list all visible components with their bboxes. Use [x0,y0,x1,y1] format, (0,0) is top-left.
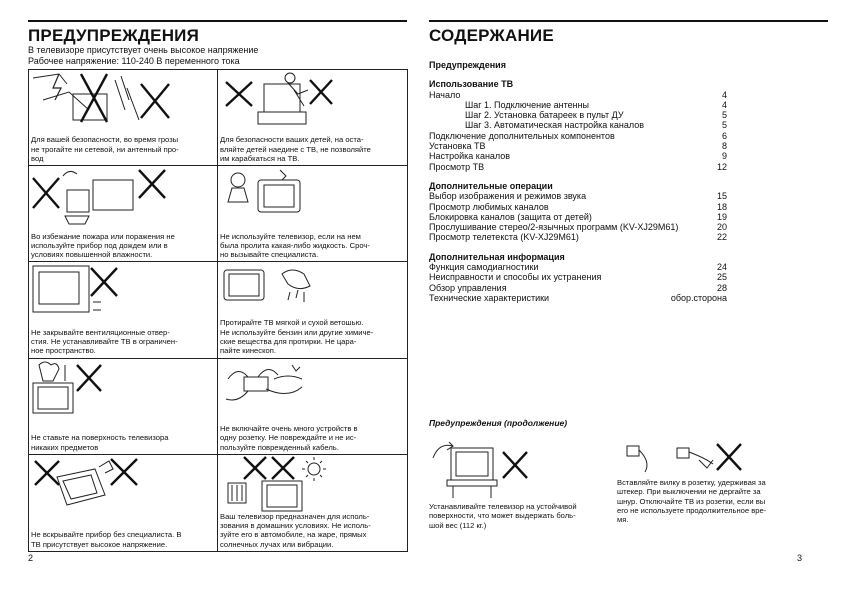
toc-entry-title: Блокировка каналов (защита от детей) [429,211,592,222]
warning-text [220,424,403,452]
warning-text [220,512,403,549]
toc-entry-title: Технические характеристики [429,292,550,303]
toc-entry-page: 4 [721,99,727,110]
toc-entry[interactable] [429,151,727,161]
warning-text [31,135,213,163]
continued-warnings-title: Предупреждения (продолжение) [429,418,568,428]
text-line: Не включайте очень много устройств в [220,423,358,433]
toc-entry[interactable] [429,212,727,222]
right-page [421,0,842,595]
text-line: ТВ присутствует высокое напряжение. [31,539,168,549]
text-line: Устанавливайте телевизор на устойчивой [429,502,577,511]
tv-in-cabinet-icon [29,262,217,322]
toc-section-heading: Дополнительные операции [429,180,553,191]
text-line: но вызывайте специалиста. [220,250,319,260]
toc-entry-title: Шаг 3. Автоматическая настройка каналов [465,120,645,131]
stable-surface-warning [429,502,577,530]
toc-entry-page: 18 [716,201,727,212]
page-title: СОДЕРЖАНИЕ [429,26,554,45]
toc-entry-page: 20 [716,222,727,233]
top-rule [429,20,828,22]
lightning-antenna-icon [29,70,217,130]
warning-text [220,232,403,260]
toc-entry-page: 24 [716,262,727,273]
table-of-contents [429,60,727,303]
toc-entry-title: Функция самодиагностики [429,262,539,273]
toc-entry-title: Начало [429,89,461,100]
child-climbing-tv-icon [218,70,406,130]
text-line: Для вашей безопасности, во время грозы [31,135,179,145]
page-number: 2 [28,553,34,563]
text-line: условиях повышенной влажности. [31,250,153,260]
intro-line: В телевизоре присутствует очень высокое напряжение [28,45,259,55]
warning-text [220,318,403,355]
toc-entry-page: 25 [716,272,727,283]
toc-entry-page: 12 [716,161,727,172]
toc-entry-page: 15 [716,191,727,202]
text-line: Не используйте бензин или другие химиче- [220,327,374,337]
text-line: Во избежание пожара или поражения не [31,231,175,241]
toc-entry[interactable] [429,110,727,120]
warning-text [31,530,213,549]
warning-text [31,328,213,356]
page-number: 3 [796,553,802,563]
toc-section-heading: Дополнительная информация [429,251,565,262]
text-line: Ваш телевизор предназначен для исполь- [220,511,370,521]
text-line: Протирайте ТВ мягкой и сухой ветошью. [220,318,364,328]
text-line: Для безопасности ваших детей, на оста- [220,135,364,145]
toc-entry-page: 28 [716,282,727,293]
text-line: его не используете продолжительное вре- [617,505,767,515]
warning-cell [29,359,218,455]
text-line: Не вскрывайте прибор без специалиста. В [31,530,182,540]
warning-text [31,232,213,260]
text-line: была пролита какая-либо жидкость. Сроч- [220,240,370,250]
toc-entry[interactable] [429,90,727,100]
toc-entry[interactable] [429,293,727,303]
toc-entry-title: Просмотр телетекста (KV-XJ29M61) [429,232,579,243]
warning-cell [218,166,407,262]
toc-entry[interactable] [429,202,727,212]
toc-entry[interactable] [429,100,727,110]
liquid-spill-icon [218,166,406,226]
toc-entry-title: Шаг 2. Установка батареек в пульт ДУ [465,110,624,121]
toc-entry-page: 4 [721,89,727,100]
toc-entry-title: Настройка каналов [429,151,511,162]
text-line: шой вес (112 кг.) [429,520,487,530]
toc-entry-page: 22 [716,232,727,243]
toc-entry[interactable] [429,272,727,282]
text-line: одну розетку. Не повреждайте и не ис- [220,433,357,443]
toc-entry-title: Неисправности и способы их устранения [429,272,602,283]
toc-entry-page: обор.сторона [670,292,727,303]
text-line: не трогайте ни сетевой, ни антенный про- [31,144,179,154]
text-line: зования в домашних условиях. Не исполь- [220,521,371,531]
warning-grid [28,69,408,552]
text-line: вляйте детей наедине с ТВ, не позволяйте [220,144,371,154]
warning-cell [29,70,218,166]
text-line: используйте прибор под дождем или в [31,240,168,250]
text-line: никаких предметов [31,442,99,452]
toc-entry-page: 5 [721,110,727,121]
text-line: ские вещества для протирки. Не цара- [220,337,357,346]
overloaded-socket-icon [218,359,406,419]
text-line: Не используйте телевизор, если на нем [220,231,361,241]
toc-entry-page: 9 [721,151,727,162]
toc-entry[interactable] [429,262,727,272]
heat-sun-icon [218,455,406,515]
intro-text [28,45,258,67]
text-line: Вставляйте вилку в розетку, удерживая за [617,478,766,487]
toc-entry-page: 8 [721,141,727,152]
text-line: мя. [617,515,629,525]
toc-entry[interactable] [429,191,727,201]
page-title: ПРЕДУПРЕЖДЕНИЯ [28,26,200,45]
text-line: солнечных лучах или вибрации. [220,539,334,549]
toc-top-entry[interactable]: Предупреждения [429,60,506,70]
toc-entry-title: Просмотр ТВ [429,161,485,172]
toc-entry[interactable] [429,222,727,232]
text-line: Не закрывайте вентиляционные отвер- [31,327,170,337]
toc-entry-title: Выбор изображения и режимов звука [429,191,587,202]
text-line: вод [31,153,44,163]
toc-entry-title: Установка ТВ [429,141,486,152]
warning-cell [29,262,218,358]
toc-entry[interactable] [429,131,727,141]
text-line: зуйте его в автомобиле, на жаре, прямых [220,530,367,540]
text-line: шнур. Отключайте ТВ из розетки, если вы [617,496,766,506]
toc-entry-page: 19 [716,211,727,222]
toc-section-heading: Использование ТВ [429,79,514,90]
toc-entry[interactable] [429,232,727,242]
toc-entry[interactable] [429,120,727,130]
text-line: пользуйте поврежденный кабель. [220,442,339,452]
text-line: штекер. При выключении не дергайте за [617,487,761,497]
text-line: ное пространство. [31,346,96,356]
toc-entry-title: Обзор управления [429,282,507,293]
warning-cell [218,455,407,551]
warning-cell [29,455,218,551]
tv-rain-icon [29,166,217,226]
warning-text [31,433,213,452]
cleaning-cloth-icon [218,262,406,322]
intro-line: Рабочее напряжение: 110-240 В переменного тока [28,56,240,66]
toc-entry-title: Просмотр любимых каналов [429,201,549,212]
toc-entry[interactable] [429,283,727,293]
text-line: поверхности, что может выдержать боль- [429,511,576,521]
warning-text [220,135,403,163]
plug-removal-icon [617,438,747,478]
toc-entry-page: 5 [721,120,727,131]
warning-cell [29,166,218,262]
stable-surface-icon [429,438,539,502]
toc-entry-title: Подключение дополнительных компонентов [429,130,615,141]
warning-cell [218,70,407,166]
warning-cell [218,359,407,455]
text-line: стия. Не устанавливайте ТВ в ограничен- [31,337,178,346]
text-line: им карабкаться на ТВ. [220,153,300,163]
toc-entry[interactable] [429,162,727,172]
toc-entry-page: 6 [721,130,727,141]
text-line: Не ставьте на поверхность телевизора [31,433,169,443]
toc-entry[interactable] [429,141,727,151]
toc-entry-title: Шаг 1. Подключение антенны [465,99,590,110]
top-rule [28,20,407,22]
toc-entry-title: Прослушивание стерео/2-язычных программ (KV-XJ29M61) [429,222,679,233]
open-tv-icon [29,455,217,515]
text-line: пайте кинескоп. [220,346,276,356]
plug-warning [617,478,766,524]
warning-cell [218,262,407,358]
objects-on-tv-icon [29,359,217,419]
